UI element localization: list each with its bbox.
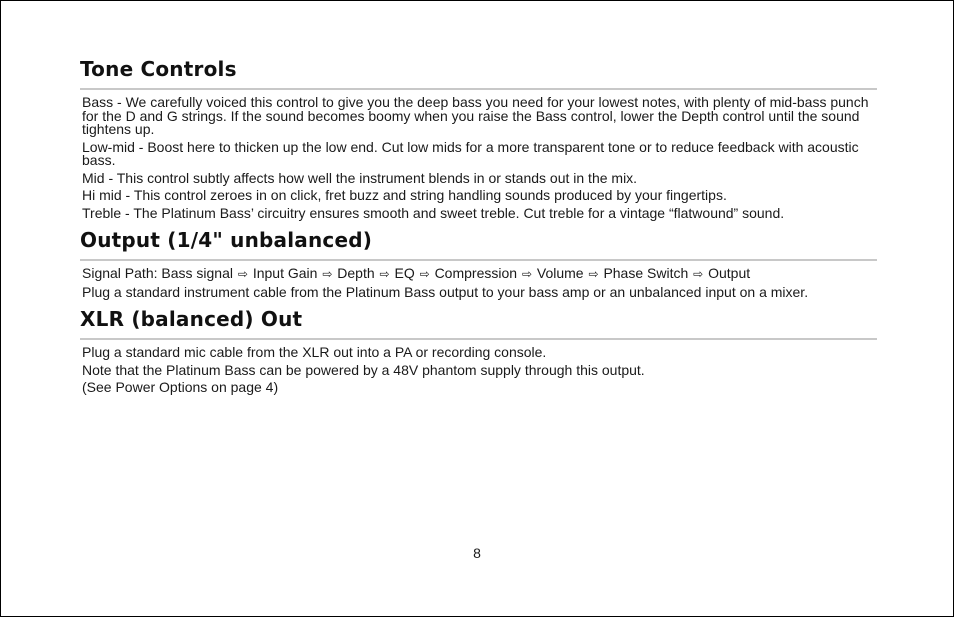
signal-path-step: Input Gain <box>252 265 318 281</box>
low-mid-paragraph: Low-mid - Boost here to thicken up the low end. Cut low mids for a more transparent tone or to reduce feedback with acoustic bass. <box>82 138 859 168</box>
signal-path-label: Signal Path: <box>82 265 162 281</box>
signal-path-step: Volume <box>536 265 584 281</box>
treble-paragraph: Treble - The Platinum Bass’ circuitry ensures smooth and sweet treble. Cut treble for a vintage “flatwound” sound. <box>82 204 785 221</box>
phantom-power-paragraph: Note that the Platinum Bass can be powered by a 48V phantom supply through this output. <box>82 361 645 378</box>
bass-paragraph: Bass - We carefully voiced this control to give you the deep bass you need for your lowest notes, with plenty of mid-bass punch for the D and G strings. If the sound becomes boomy when you raise the Bass control, lower the Depth control until the sound tightens up. <box>82 94 869 137</box>
signal-path-step: Phase Switch <box>603 265 689 281</box>
power-options-note: (See Power Options on page 4) <box>82 379 279 395</box>
output-heading: Output (1/4" unbalanced) <box>80 228 373 252</box>
signal-path-line <box>82 267 877 282</box>
section-divider <box>80 259 877 261</box>
signal-path-step: Compression <box>434 265 518 281</box>
section-divider <box>80 88 877 90</box>
signal-path-step: Depth <box>337 265 375 281</box>
output-section <box>80 228 877 299</box>
mid-paragraph: Mid - This control subtly affects how well the instrument blends in or stands out in the mix. <box>82 169 638 186</box>
page-content <box>80 57 877 399</box>
arrow-icon: ⇨ <box>521 267 532 281</box>
arrow-icon: ⇨ <box>322 267 333 281</box>
arrow-icon: ⇨ <box>419 267 430 281</box>
signal-path-step: Bass signal <box>161 265 233 281</box>
xlr-paragraph: Plug a standard mic cable from the XLR out into a PA or recording console. <box>82 344 547 360</box>
arrow-icon: ⇨ <box>379 267 390 281</box>
hi-mid-paragraph: Hi mid - This control zeroes in on click, fret buzz and string handling sounds produced by your fingertips. <box>82 187 727 203</box>
page-number: 8 <box>473 545 481 561</box>
tone-controls-heading: Tone Controls <box>80 57 237 81</box>
signal-path-step: EQ <box>394 265 415 281</box>
xlr-section <box>80 307 877 395</box>
output-paragraph: Plug a standard instrument cable from the Platinum Bass output to your bass amp or an unbalanced input on a mixer. <box>82 283 809 300</box>
arrow-icon: ⇨ <box>693 267 704 281</box>
arrow-icon: ⇨ <box>588 267 599 281</box>
tone-controls-section <box>80 57 877 220</box>
section-divider <box>80 338 877 340</box>
signal-path-step: Output <box>708 265 751 281</box>
xlr-heading: XLR (balanced) Out <box>80 307 303 331</box>
arrow-icon: ⇨ <box>237 267 248 281</box>
